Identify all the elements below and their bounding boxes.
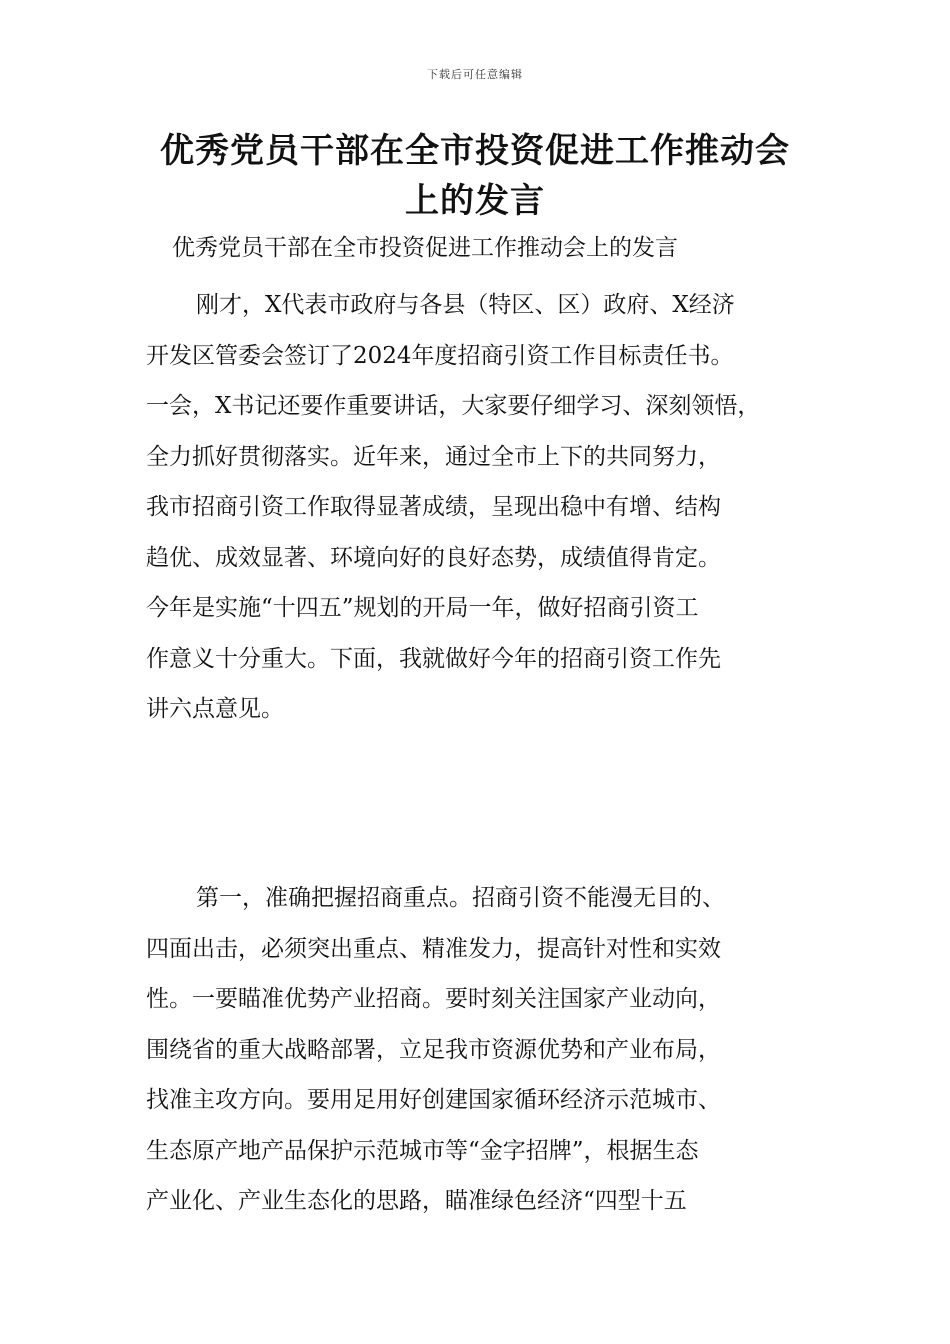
paragraph-line: 生态原产地产品保护示范城市等“金字招牌”，根据生态 [146, 1137, 699, 1164]
paragraph-line: 找准主攻方向。要用足用好创建国家循环经济示范城市、 [146, 1087, 721, 1113]
paragraph-line: 围绕省的重大战略部署，立足我市资源优势和产业布局， [146, 1036, 721, 1063]
paragraph-first-point [146, 873, 826, 1227]
paragraph-line: 第一，准确把握招商重点。招商引资不能漫无目的、 [196, 885, 725, 911]
document-title [150, 126, 800, 226]
document-subtitle: 优秀党员干部在全市投资促进工作推动会上的发言 [172, 235, 678, 261]
paragraph-line: 我市招商引资工作取得显著成绩，呈现出稳中有增、结构 [146, 494, 721, 520]
header-note: 下载后可任意编辑 [427, 68, 523, 81]
paragraph-line: 今年是实施“十四五”规划的开局一年，做好招商引资工 [146, 595, 699, 621]
paragraph-line: 刚才，X代表市政府与各县（特区、区）政府、X经济 [196, 292, 735, 318]
title-line: 上的发言 [405, 181, 545, 221]
paragraph-line: 全力抓好贯彻落实。近年来，通过全市上下的共同努力， [146, 443, 721, 470]
paragraph-line: 作意义十分重大。下面，我就做好今年的招商引资工作先 [146, 645, 721, 672]
paragraph-line: 四面出击，必须突出重点、精准发力，提高针对性和实效 [146, 935, 721, 962]
paragraph-line: 一会，X书记还要作重要讲话，大家要仔细学习、深刻领悟， [146, 393, 761, 419]
paragraph-line: 开发区管委会签订了2024年度招商引资工作目标责任书。 [146, 342, 734, 369]
paragraph-line: 讲六点意见。 [146, 696, 284, 722]
paragraph-line: 趋优、成效显著、环境向好的良好态势，成绩值得肯定。 [146, 544, 721, 571]
paragraph-intro [146, 280, 826, 735]
title-line: 优秀党员干部在全市投资促进工作推动会 [160, 131, 790, 171]
paragraph-line: 产业化、产业生态化的思路，瞄准绿色经济“四型十五 [146, 1188, 687, 1214]
paragraph-line: 性。一要瞄准优势产业招商。要时刻关注国家产业动向， [146, 986, 721, 1012]
